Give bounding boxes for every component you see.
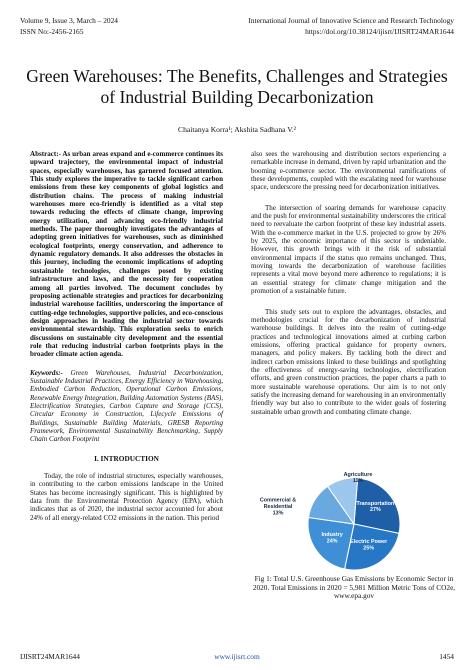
keywords-paragraph — [30, 369, 223, 444]
keywords-text: Green Warehouses, Industrial Decarbonization, Sustainable Industrial Practices, Energy Efficiency in Warehousing, Embodied Carbon Reduction, Operational Carbon Emissions, Renewable Energy Integration, Building Automation Systems (BAS), Electrification Strategies, Carbon Capture and Storage (CCS), Circular Economy in Construction, Lifecycle Emissions of Buildings, Sustainable Building Materials, GRESB Reporting Framework, Environmental Sustainability Benchmarking, Supply Chain Carbon Footprint — [30, 368, 223, 444]
right-paragraph-3: This study sets out to explore the advantages, obstacles, and methodologies crucial for the decarbonization of industrial warehouse buildings. It delves into the realm of cutting-edge practices and technological innovations aimed at curbing carbon emissions, offering practical guidance for property owners, managers, and policy makers. By tackling both the direct and indirect carbon emissions linked to these buildings and spotlighting the effectiveness of energy-saving technologies, electrification efforts, and green construction practices, the paper charts a path to more sustainable warehouse operations. Our aim is to not only satisfy the increasing demand for warehousing in an environmentally friendly way but also to contribute to the wider goals of fostering sustainable urban growth and combating climate change. — [251, 307, 446, 416]
header-journal: International Journal of Innovative Science and Research Technology — [248, 16, 454, 25]
header-issn: ISSN No:-2456-2165 — [20, 27, 84, 36]
footer-website[interactable]: www.ijisrt.com — [214, 652, 260, 661]
paper-authors: Chaitanya Korra¹; Akshita Sadhana V.² — [178, 125, 296, 134]
right-column — [251, 150, 446, 416]
pie-label-electric-power: Electric Power 25% — [350, 539, 388, 552]
footer-page-number: 1454 — [439, 652, 454, 661]
pie-label-commercial-residential: Commercial & Residential 13% — [259, 497, 297, 517]
figure-caption: Fig 1: Total U.S. Greenhouse Gas Emissions by Economic Sector in 2020. Total Emissions in 2020 = 5,981 Million Metric Tons of CO2e, www.epa.gov — [252, 574, 456, 601]
intro-paragraph: Today, the role of industrial structures, especially warehouses, in contributing to the carbon emissions landscape in the United States has become increasingly significant. This is highlighted by data from the Environmental Protection Agency (EPA), which indicates that as of 2020, the industrial sector accounted for about 24% of all energy-related CO2 emissions in the nation. This period — [30, 472, 223, 522]
pie-label-agriculture: Agriculture 11% — [343, 471, 373, 485]
figure-pie-chart — [248, 471, 460, 572]
abstract-text: Abstract:- As urban areas expand and e-commerce continues its upward trajectory, the environmental impact of industrial spaces, especially warehouses, has garnered focused attention. This study explores the imperative to tackle significant carbon emissions from these key components of global logistics and distribution chains. The process of making industrial warehouses more eco-friendly is identified as a vital step towards reducing the effects of climate change, improving energy utilization, and advancing eco-friendly industrial methods. The paper thoroughly investigates the advantages of adopting green initiatives for warehouses, such as diminished ecological footprints, energy conservation, and adherence to dynamic regulatory demands. It also addresses the obstacles in this journey, including the economic implications of adopting sustainable technologies, challenges posed by existing infrastructure and laws, and the necessity for cooperation among all parties involved. The document concludes by proposing actionable strategies and practices for decarbonizing industrial warehouse facilities, underscoring the importance of cutting-edge technologies, supportive policies, and eco-conscious design approaches in leading the industrial sector towards environmental stewardship. This exploration seeks to enrich discussions on sustainable city development and the essential role that reducing industrial carbon footprints plays in the broader climate action agenda. — [30, 150, 223, 359]
footer-paper-id: IJISRT24MAR1644 — [20, 652, 80, 661]
section-heading-introduction: I. INTRODUCTION — [94, 453, 159, 463]
header-doi[interactable]: https://doi.org/10.38124/ijisrt/IJISRT24MAR1644 — [305, 27, 454, 36]
right-paragraph-1: also sees the warehousing and distribution sectors experiencing a remarkable increase in demand, driven by rapid urbanization and the booming e-commerce sector. The environmental ramifications of these developments, coupled with the escalating need for warehouse space, underscore the pressing need for decarbonization initiatives. — [251, 150, 446, 192]
keywords-label: Keywords:- — [30, 368, 63, 377]
pie-label-industry: Industry 24% — [321, 532, 343, 545]
left-column — [30, 150, 223, 522]
right-paragraph-2: The intersection of soaring demands for warehouse capacity and the push for environmental sustainability underscores the critical need to reevaluate the carbon footprint of these key industrial assets. With the e-commerce market in the U.S. projected to grow by 26% by 2025, the economic importance of this sector is undeniable. However, this growth brings with it the risk of substantial environmental impacts if the status quo remains unchanged. Thus, moving towards the decarbonization of warehouse facilities represents a vital move beyond mere adherence to regulations; it is an essential strategy for climate change mitigation and the promotion of a sustainable future. — [251, 203, 446, 296]
paper-title: Green Warehouses: The Benefits, Challenges and Strategies of Industrial Building Decarbonization — [26, 66, 448, 107]
pie-label-transportation: Transportation 27% — [356, 500, 395, 514]
header-volume: Volume 9, Issue 3, March – 2024 — [20, 16, 118, 25]
pie-chart-svg — [248, 471, 460, 572]
